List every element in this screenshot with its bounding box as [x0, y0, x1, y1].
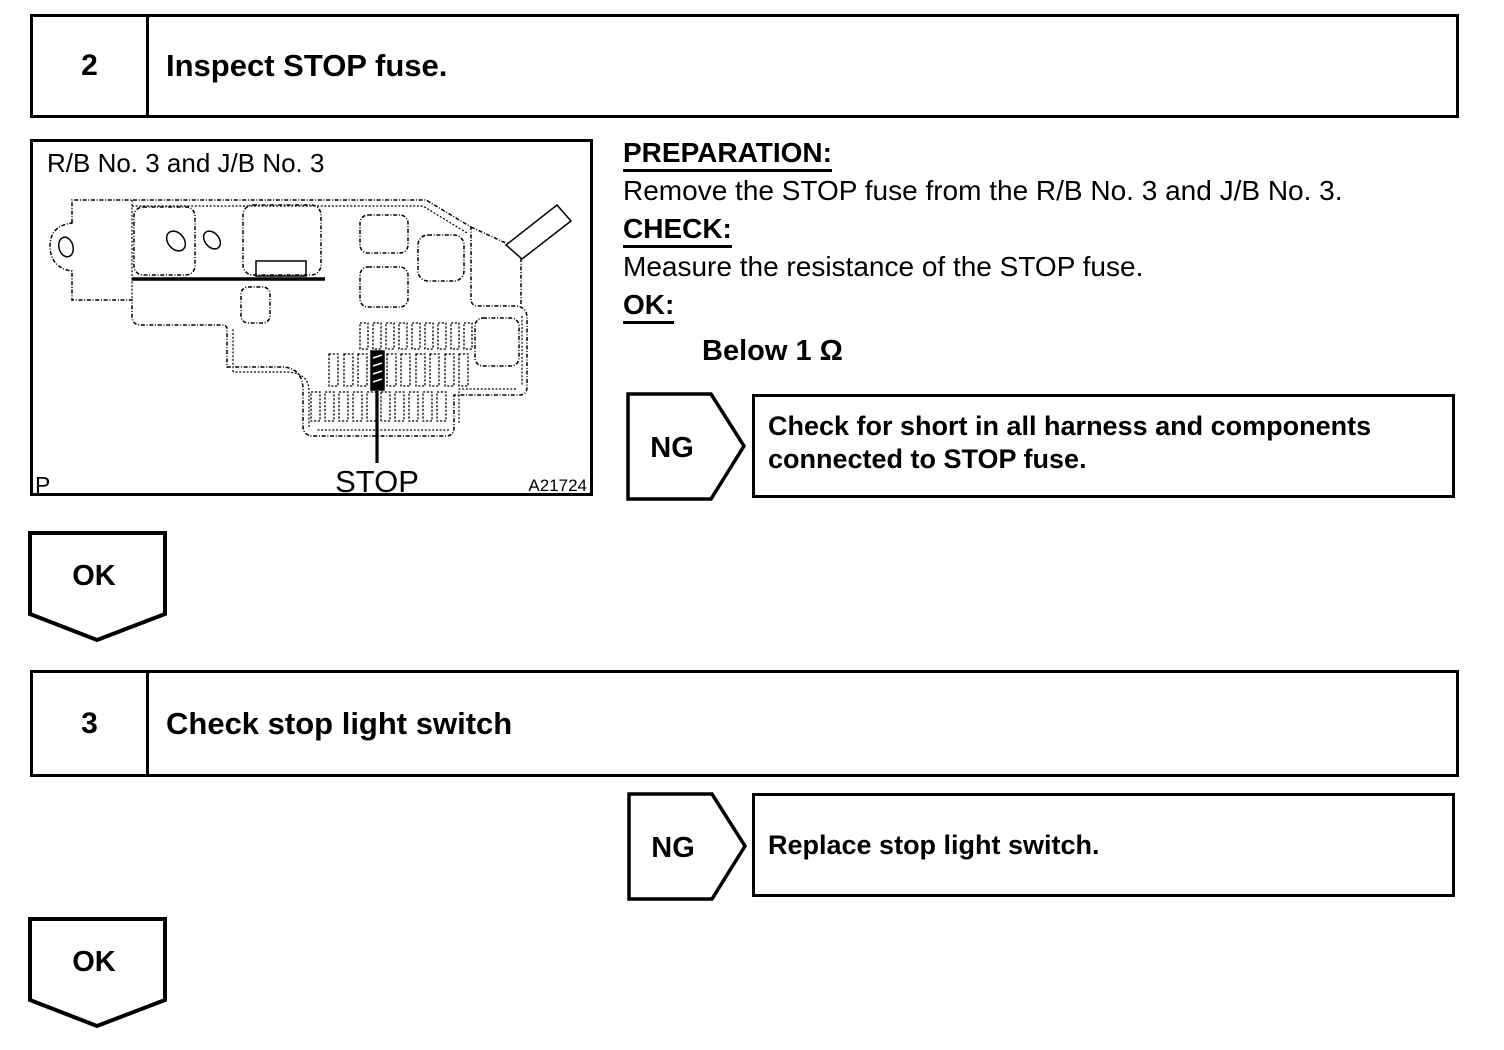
preparation-text: Remove the STOP fuse from the R/B No. 3 and J/B No. 3. — [623, 175, 1343, 206]
step-2-header — [30, 14, 1459, 118]
step-3-title: Check stop light switch — [166, 705, 513, 741]
fuse-slot-row-top — [360, 323, 472, 349]
fuse-slot-row-middle — [329, 354, 468, 386]
stop-fuse-label: STOP — [335, 464, 419, 493]
step-3-header — [30, 670, 1459, 777]
check-text: Measure the resistance of the STOP fuse. — [623, 251, 1144, 282]
relay-cavities — [57, 205, 519, 366]
ok-arrow-1 — [28, 531, 167, 643]
ok-label: OK — [72, 946, 116, 978]
step-2-title: Inspect STOP fuse. — [166, 48, 448, 83]
ng-arrow-2 — [627, 792, 748, 901]
fuse-box-figure — [30, 139, 593, 496]
inner-wall-lines — [132, 206, 522, 430]
ok-arrow-2 — [28, 917, 167, 1029]
instruction-block — [623, 134, 1468, 370]
stop-fuse-highlight — [371, 351, 384, 390]
figure-code: A21724 — [528, 476, 587, 493]
diagram-corner-mark: P — [35, 472, 51, 493]
step-3-number: 3 — [33, 673, 149, 774]
mounting-arm — [506, 205, 571, 259]
diagram-title: R/B No. 3 and J/B No. 3 — [47, 148, 325, 178]
preparation-heading: PREPARATION: — [623, 134, 1468, 172]
ng-arrow-1 — [626, 392, 747, 501]
ok-spec-value: Below 1 Ω — [702, 335, 843, 367]
ng-label: NG — [650, 432, 694, 464]
ok-heading: OK: — [623, 286, 1468, 324]
ng-action-box-2: Replace stop light switch. — [752, 793, 1455, 897]
fuse-box-diagram — [33, 142, 590, 493]
check-heading: CHECK: — [623, 210, 1468, 248]
ng-action-box-1: Check for short in all harness and components connected to STOP fuse. — [752, 394, 1455, 498]
ng-label: NG — [651, 832, 695, 864]
step-2-number: 2 — [33, 17, 149, 115]
ok-label: OK — [72, 560, 116, 592]
